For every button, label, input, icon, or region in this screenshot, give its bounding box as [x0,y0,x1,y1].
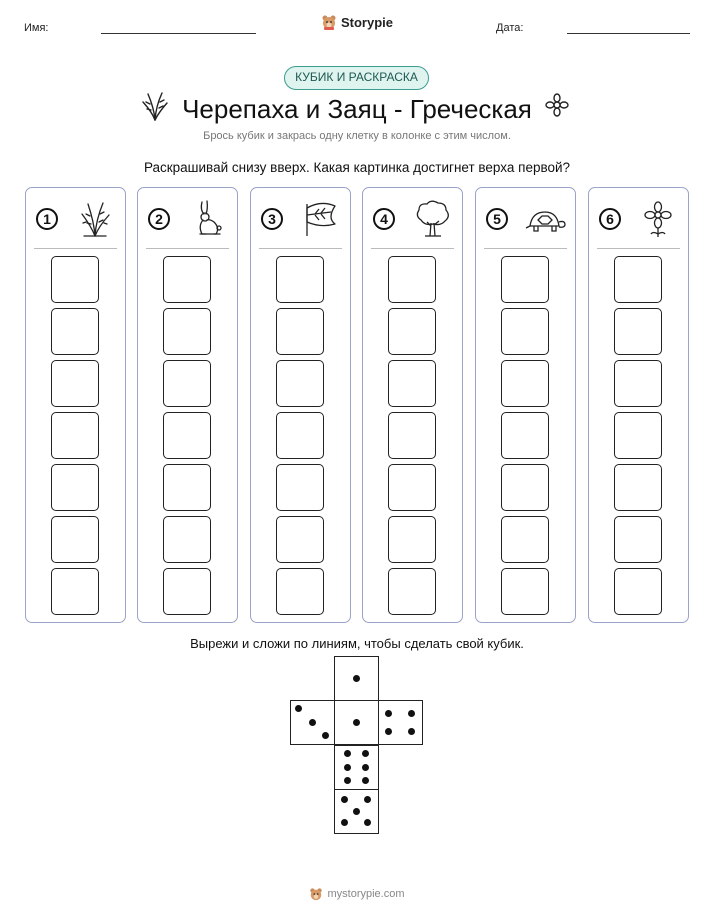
die-pip [385,710,392,717]
die-pip [344,750,351,757]
die-pip [364,819,371,826]
column-1 [25,187,126,623]
color-cell[interactable] [614,412,662,459]
column-number: 3 [261,208,283,230]
column-header [484,188,567,249]
color-cell[interactable] [388,464,436,511]
color-cell[interactable] [614,568,662,615]
die-pip [362,750,369,757]
die-pip [309,719,316,726]
column-3 [250,187,351,623]
column-2 [137,187,238,623]
color-cell[interactable] [276,256,324,303]
color-cell[interactable] [276,568,324,615]
color-cell[interactable] [163,360,211,407]
page-title: Черепаха и Заяц - Греческая [182,94,532,124]
color-cell[interactable] [614,308,662,355]
column-number: 1 [36,208,58,230]
die-pip [295,705,302,712]
die-pip [344,764,351,771]
color-cell[interactable] [276,464,324,511]
die-face-3 [290,700,335,745]
color-cell[interactable] [163,568,211,615]
tree-icon [411,198,453,240]
color-cell[interactable] [388,256,436,303]
column-4 [362,187,463,623]
die-face-1 [334,700,379,745]
color-cell[interactable] [614,516,662,563]
color-cell[interactable] [501,412,549,459]
die-pip [353,808,360,815]
brand-logo [0,14,714,35]
column-header [34,188,117,249]
color-cell[interactable] [51,568,99,615]
color-cell[interactable] [276,308,324,355]
color-cell[interactable] [614,256,662,303]
date-line[interactable] [567,33,690,34]
color-cell[interactable] [276,412,324,459]
column-5 [475,187,576,623]
color-cell[interactable] [501,256,549,303]
die-pip [362,764,369,771]
die-pip [364,796,371,803]
color-cell[interactable] [51,464,99,511]
color-cell[interactable] [501,568,549,615]
fern-icon [74,198,116,240]
footer [0,887,714,906]
die-pip [362,777,369,784]
color-cell[interactable] [51,308,99,355]
color-cell[interactable] [388,360,436,407]
die-pip [353,719,360,726]
die-pip [408,710,415,717]
die-face-6 [334,745,379,790]
brand-name: Storypie [340,14,393,30]
die-pip [385,728,392,735]
die-pip [341,796,348,803]
column-header [371,188,454,249]
rabbit-icon [186,198,228,240]
color-cell[interactable] [614,360,662,407]
column-header [259,188,342,249]
color-cell[interactable] [388,516,436,563]
color-cell[interactable] [501,360,549,407]
color-cell[interactable] [51,412,99,459]
die-pip [341,819,348,826]
flower-title-icon [543,92,571,120]
date-label: Дата: [496,22,524,34]
color-cell[interactable] [51,256,99,303]
color-cell[interactable] [51,516,99,563]
column-number: 2 [148,208,170,230]
die-face-1 [334,656,379,701]
color-cell[interactable] [501,516,549,563]
column-number: 4 [373,208,395,230]
cut-instruction: Вырежи и сложи по линиям, чтобы сделать свой кубик. [190,636,524,651]
color-cell[interactable] [163,412,211,459]
footer-url: mystorypie.com [327,888,405,900]
page-subtitle: Брось кубик и закрась одну клетку в колонке с этим числом. [203,130,511,142]
die-pip [322,732,329,739]
coloring-instruction: Раскрашивай снизу вверх. Какая картинка достигнет верха первой? [143,160,571,175]
die-pip [344,777,351,784]
turtle-icon [524,198,566,240]
bear-icon [321,14,337,30]
die-face-5 [334,789,379,834]
color-cell[interactable] [614,464,662,511]
color-cell[interactable] [501,464,549,511]
activity-badge: КУБИК И РАСКРАСКА [284,66,429,90]
color-cell[interactable] [388,568,436,615]
column-number: 6 [599,208,621,230]
column-header [146,188,229,249]
column-header [597,188,680,249]
column-number: 5 [486,208,508,230]
bear-footer-icon [309,887,323,901]
column-6 [588,187,689,623]
die-face-4 [378,700,423,745]
color-cell[interactable] [276,516,324,563]
color-cell[interactable] [163,464,211,511]
color-cell[interactable] [163,516,211,563]
color-cell[interactable] [51,360,99,407]
name-label: Имя: [24,22,49,34]
die-pip [353,675,360,682]
die-pip [408,728,415,735]
color-cell[interactable] [388,412,436,459]
color-cell[interactable] [501,308,549,355]
color-cell[interactable] [276,360,324,407]
color-cell[interactable] [388,308,436,355]
flower-icon [637,198,679,240]
color-cell[interactable] [163,308,211,355]
color-cell[interactable] [163,256,211,303]
leaf-icon [299,198,341,240]
